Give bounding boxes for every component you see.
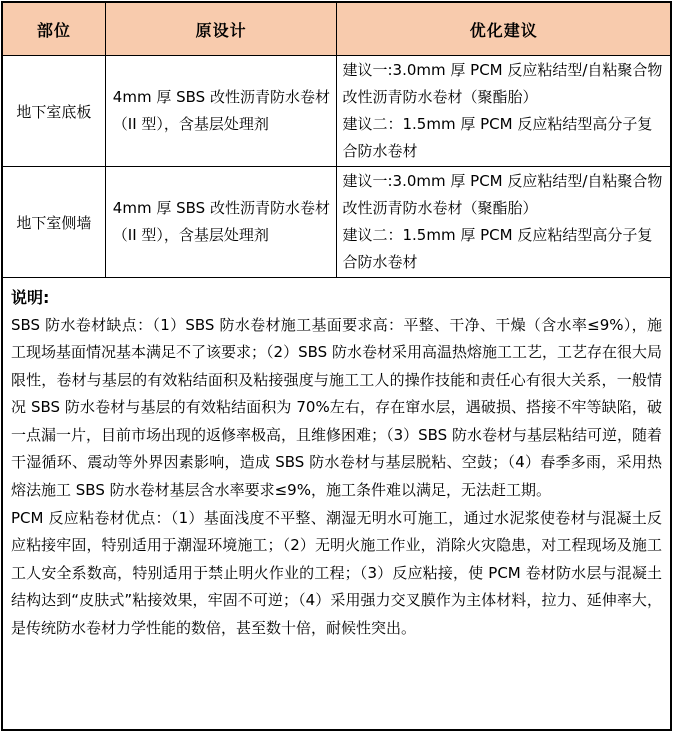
header-original-design: 原设计 xyxy=(105,2,337,56)
suggestion-two: 建议二：1.5mm 厚 PCM 反应粘结型高分子复合防水卷材 xyxy=(342,226,653,271)
suggestion-two: 建议二：1.5mm 厚 PCM 反应粘结型高分子复合防水卷材 xyxy=(342,115,653,160)
notes-title: 说明: xyxy=(11,288,50,307)
notes-row xyxy=(2,278,671,731)
table-row-basement-sidewall xyxy=(2,167,671,278)
waterproofing-optimization-table xyxy=(1,1,672,731)
header-part: 部位 xyxy=(2,2,105,56)
part-cell-basement-floor: 地下室底板 xyxy=(2,56,105,167)
header-optimization-suggestion: 优化建议 xyxy=(337,2,671,56)
suggestion-one: 建议一:3.0mm 厚 PCM 反应粘结型/自粘聚合物改性沥青防水卷材（聚酯胎） xyxy=(342,172,663,217)
notes-paragraph-sbs-disadvantages: SBS 防水卷材缺点：（1）SBS 防水卷材施工基面要求高：平整、干净、干燥（含水率≤9%），施工现场基面情况基本满足不了该要求；（2）SBS 防水卷材采用高温热熔施工工艺，工艺存在很大局限性，卷材与基层的有效粘结面积及粘接强度与施工工人的操作技能和责任心有很大关系，一般情况 SBS 防水卷材与基层的有效粘结面积为 70%左右，存在窜水层，遇破损、搭接不牢等缺陷，破一点漏一片，目前市场出现的返修率极高，且维修困难；（3）SBS 防水卷材与基层粘结可逆，随着干湿循环、震动等外界因素影响，造成 SBS 防水卷材与基层脱粘、空鼓；（4）春季多雨，采用热熔法施工 SBS 防水卷材基层含水率要求≤9%，施工条件难以满足，无法赶工期。 xyxy=(11,315,662,500)
suggestion-cell xyxy=(337,56,671,167)
part-cell-basement-sidewall: 地下室侧墙 xyxy=(2,167,105,278)
header-row xyxy=(2,2,671,56)
table-row-basement-floor xyxy=(2,56,671,167)
suggestion-one: 建议一:3.0mm 厚 PCM 反应粘结型/自粘聚合物改性沥青防水卷材（聚酯胎） xyxy=(342,61,663,106)
suggestion-cell xyxy=(337,167,671,278)
original-design-cell: 4mm 厚 SBS 改性沥青防水卷材（II 型），含基层处理剂 xyxy=(105,56,337,167)
notes-section xyxy=(2,278,671,731)
original-design-cell: 4mm 厚 SBS 改性沥青防水卷材（II 型），含基层处理剂 xyxy=(105,167,337,278)
notes-paragraph-pcm-advantages: PCM 反应粘卷材优点：（1）基面浅度不平整、潮湿无明水可施工，通过水泥浆使卷材与混凝土反应粘接牢固，特别适用于潮湿环境施工；（2）无明火施工作业，消除火灾隐患，对工程现场及施工工人安全系数高，特别适用于禁止明火作业的工程；（3）反应粘接，使 PCM 卷材防水层与混凝土结构达到“皮肤式”粘接效果，牢固不可逆；（4）采用强力交叉膜作为主体材料，拉力、延伸率大，是传统防水卷材力学性能的数倍，甚至数十倍，耐候性突出。 xyxy=(11,508,662,638)
